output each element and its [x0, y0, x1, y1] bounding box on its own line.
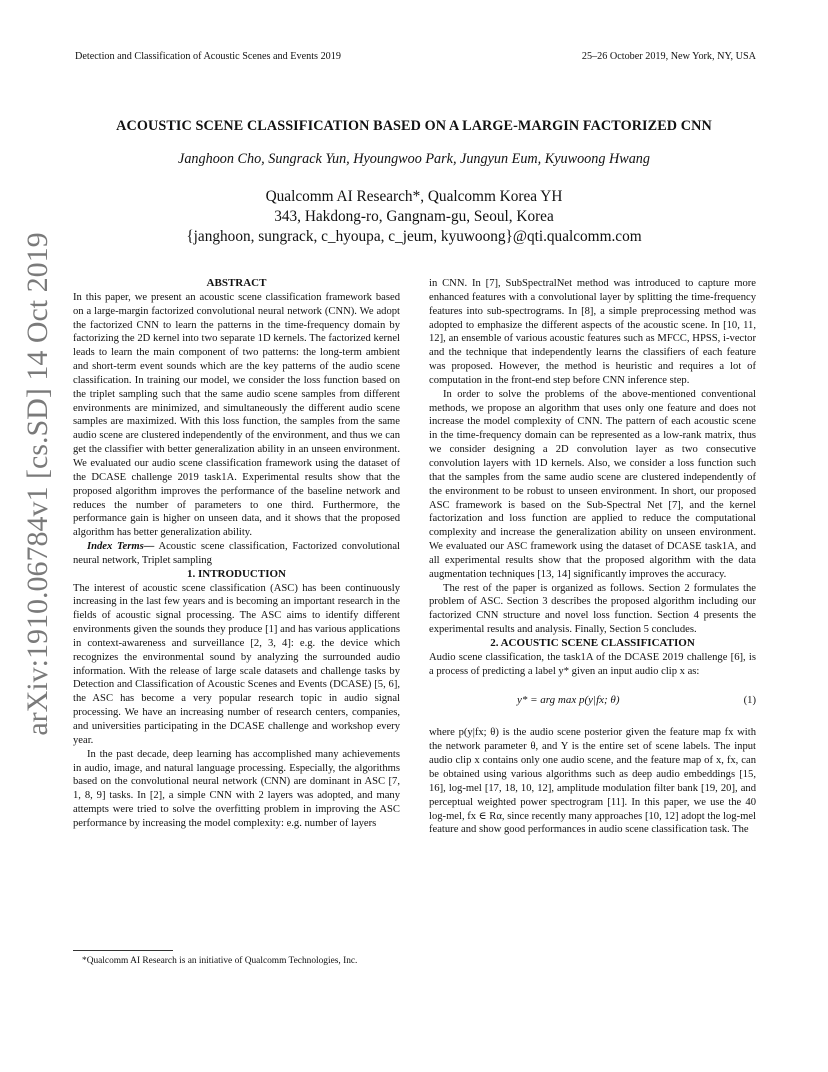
equation-body: y* = arg max p(y|fx; θ) — [517, 694, 620, 707]
address-line: 343, Hakdong-ro, Gangnam-gu, Seoul, Korea — [274, 208, 554, 225]
asc-paragraph-2: where p(y|fx; θ) is the audio scene posterior given the feature map fx with the network parameter θ, and Y is the entire set of scene labels. The input audio clip x contains only one audio scene, and the feature map of x, fx, can be obtained using various algorithms such as deep audio embeddings [15, 16], log-mel [17, 18, 10, 12], amplitude modulation filter bank [19, 20], and perceptual weighted power spectrogram [11]. In this paper, we use the 40 log-mel, fx ∈ Rα, since recently many approaches [10, 12] adopt the log-mel feature and show good performances in audio scene classification task. The — [429, 727, 756, 836]
section-heading-asc: 2. ACOUSTIC SCENE CLASSIFICATION — [490, 636, 695, 649]
asc-paragraph-1: Audio scene classification, the task1A of the DCASE 2019 challenge [6], is a process of predicting a label y* given an input audio clip x as: — [429, 651, 756, 677]
arxiv-identifier-stamp: arXiv:1910.06784v1 [cs.SD] 14 Oct 2019 — [21, 232, 54, 736]
intro-paragraph-2: In the past decade, deep learning has accomplished many achievements in audio, image, and natural language processing. Especially, the algorithms based on the convolutional neural network (CNN) are dominant in ASC [7, 1, 8, 9] tasks. In [2], a simple CNN with 2 layers was adopted, and many attempts were tried to solve the overfitting problem in improving the ASC performance by increasing the model complexity: e.g. number of layers — [73, 748, 400, 829]
intro-paragraph-4: In order to solve the problems of the above-mentioned conventional methods, we propose an algorithm that uses only one feature and does not increase the model complexity of CNN. The pattern of each acoustic scene in the time-frequency domain can be represented as a low-rank matrix, thus we consider designing a 2D convolution layer as two consecutive convolution layers with 1D kernels. Also, we consider a loss function such that the samples from the same audio scene are clustered independently of the environment to be robust to unseen environment. In short, our proposed ASC framework is based on the Sub-Spectral Net [7], and the kernel factorization and loss function are applied to reduce the computational complexity and increase the generalization ability on unseen environment. We evaluated our ASC framework using the dataset of DCASE task1A, and all experimental results show that the proposed algorithm with the data augmentation techniques [13, 14] significantly improves the accuracy. — [429, 388, 756, 580]
email-line: {janghoon, sungrack, c_hyoupa, c_jeum, kyuwoong}@qti.qualcomm.com — [186, 228, 642, 245]
equation-1 — [429, 690, 756, 716]
running-header-right: 25–26 October 2019, New York, NY, USA — [581, 51, 756, 62]
intro-paragraph-5: The rest of the paper is organized as follows. Section 2 formulates the problem of ASC. Section 3 describes the proposed algorithm including our factorized CNN structure and novel loss function. Section 4 presents the experimental results and analysis. Finally, Section 5 concludes. — [429, 582, 756, 636]
equation-number: (1) — [743, 695, 756, 707]
left-column — [73, 277, 400, 831]
paper-title: ACOUSTIC SCENE CLASSIFICATION BASED ON A LARGE-MARGIN FACTORIZED CNN — [116, 118, 712, 134]
affiliation-block — [0, 187, 828, 247]
index-terms — [73, 540, 400, 568]
author-list: Janghoon Cho, Sungrack Yun, Hyoungwoo Park, Jungyun Eum, Kyuwoong Hwang — [178, 151, 650, 167]
section-heading-introduction: 1. INTRODUCTION — [186, 567, 286, 580]
footnote-rule — [73, 950, 173, 951]
right-column — [429, 277, 756, 837]
running-header-left: Detection and Classification of Acoustic Scenes and Events 2019 — [75, 51, 341, 62]
abstract-body: In this paper, we present an acoustic scene classification framework based on a large-margin factorized convolutional neural network (CNN). We adopt the factorized CNN to learn the patterns in the time-frequency domain by factorizing the 2D kernel into two separate 1D kernels. The factorized kernel leads to learn the main component of two patterns: the long-term ambient and short-term event sounds which are the key patterns of the audio scene classification. In training our model, we consider the loss function based on the triplet sampling such that the same audio scene samples from different environments are minimized, and simultaneously the different audio scene samples are maximized. With this loss function, the samples from the same audio scene are clustered independently of the environment, and thus we can get the classifier with better generalization ability in an unseen environment. We evaluated our audio scene classification framework using the dataset of the DCASE challenge 2019 task1A. Experimental results show that the proposed algorithm improves the performance of the baseline network and reduces the number of parameters to one third. Furthermore, the performance gain is higher on unseen data, and it shows that the proposed algorithm has better generalization ability. — [73, 291, 400, 539]
footnote: *Qualcomm AI Research is an initiative of Qualcomm Technologies, Inc. — [82, 956, 358, 966]
intro-paragraph-3: in CNN. In [7], SubSpectralNet method was introduced to capture more enhanced features with a convolutional layer by splitting the time-frequency features into sub-spectrograms. In [8], a simple preprocessing method was adopted to emphasize the different aspects of the acoustic scene. In [10, 11, 12], an ensemble of various acoustic features such as MFCC, HPSS, i-vector and the technique that independently learns the classifiers of each feature was proposed. However, the method is heuristic and requires a lot of computation in the front-end step before CNN inference step. — [429, 278, 756, 386]
index-terms-text: Acoustic scene classification, Factorized convolutional neural network, Triplet sampling — [73, 541, 400, 566]
intro-paragraph-1: The interest of acoustic scene classification (ASC) has been continuously increasing in the last few years and is becoming an important research in the fields of acoustic signal processing. The ASC aims to identify different environments given the sounds they produce [1] and has various applications in context-awareness and surveillance [2, 3, 4]: e.g. the device which recognizes the environmental sound by analyzing the surrounded audio information. With the release of large scale datasets and challenge tasks by Detection and Classification of Acoustic Scenes and Events (DCASE) [5, 6], the ASC has become a very popular research topic in audio signal processing. We have an increasing number of research centers, companies, and universities participating in the DCASE challenge and workshop every year. — [73, 582, 400, 746]
abstract-heading: ABSTRACT — [206, 277, 267, 289]
affiliation-line: Qualcomm AI Research*, Qualcomm Korea YH — [265, 188, 563, 205]
index-terms-label: Index Terms— — [87, 541, 155, 553]
